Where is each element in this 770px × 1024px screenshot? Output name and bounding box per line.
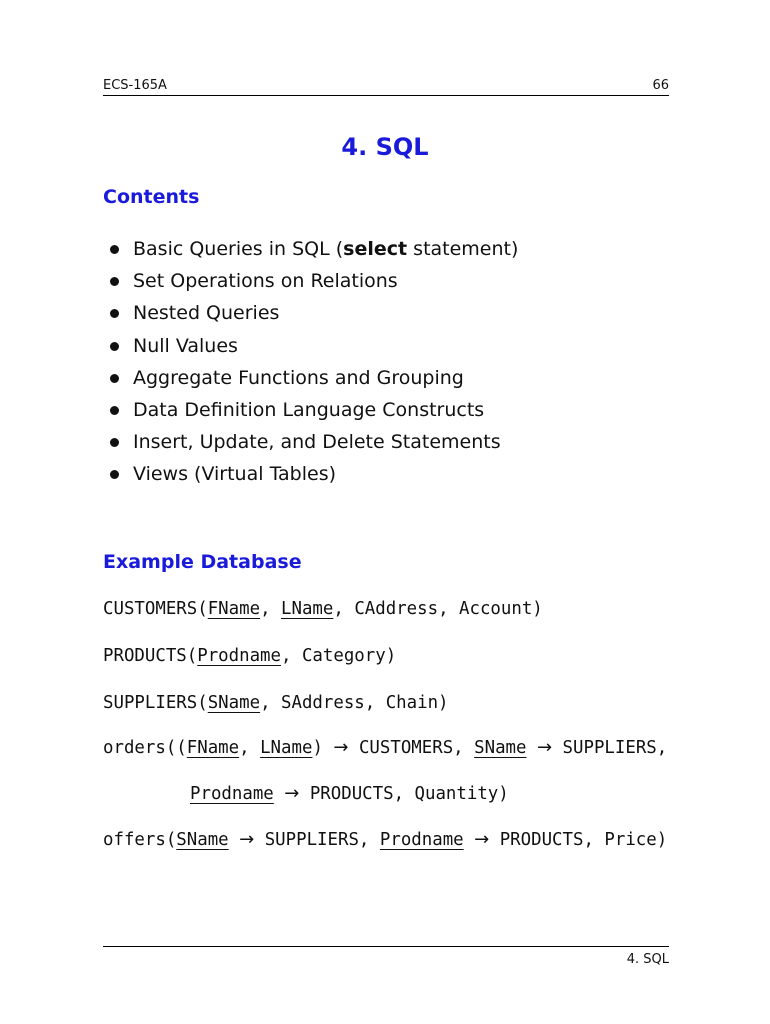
arrow-right-icon: → xyxy=(333,737,349,758)
arrow-right-icon: → xyxy=(536,737,553,758)
schema-orders: orders((FName, LName) → CUSTOMERS, SName → SUPPLIERS, xyxy=(103,737,668,758)
course-code: ECS-165A xyxy=(103,78,167,93)
bullet-icon xyxy=(110,342,119,351)
schema-products: PRODUCTS(Prodname, Category) xyxy=(103,646,397,666)
schema-suppliers: SUPPLIERS(SName, SAddress, Chain) xyxy=(103,693,449,713)
bullet-icon xyxy=(110,406,119,415)
list-item: Null Values xyxy=(108,332,518,364)
bullet-icon xyxy=(110,309,119,318)
footer-section-label: 4. SQL xyxy=(626,952,669,967)
list-item: Basic Queries in SQL (select statement) xyxy=(108,235,518,267)
header-rule xyxy=(103,95,669,96)
list-item: Aggregate Functions and Grouping xyxy=(108,364,518,396)
contents-heading: Contents xyxy=(103,186,200,208)
page-header xyxy=(103,78,669,96)
arrow-right-icon: → xyxy=(474,829,490,850)
bullet-icon xyxy=(110,470,119,479)
bullet-icon xyxy=(110,438,119,447)
bullet-icon xyxy=(110,245,119,254)
schema-orders-continued: Prodname → PRODUCTS, Quantity) xyxy=(190,783,509,804)
list-item: Set Operations on Relations xyxy=(108,267,518,299)
page-number: 66 xyxy=(652,78,669,93)
bullet-icon xyxy=(110,277,119,286)
list-item: Nested Queries xyxy=(108,299,518,331)
slide-title: 4. SQL xyxy=(341,133,429,161)
arrow-right-icon: → xyxy=(284,783,300,804)
contents-list xyxy=(108,235,518,493)
list-item: Insert, Update, and Delete Statements xyxy=(108,428,518,460)
footer-rule xyxy=(103,946,669,947)
schema-customers: CUSTOMERS(FName, LName, CAddress, Account) xyxy=(103,599,543,619)
list-item: Views (Virtual Tables) xyxy=(108,460,518,492)
example-database-heading: Example Database xyxy=(103,551,302,573)
bullet-icon xyxy=(110,374,119,383)
arrow-right-icon: → xyxy=(239,829,255,850)
schema-offers: offers(SName → SUPPLIERS, Prodname → PRODUCTS, Price) xyxy=(103,829,668,850)
list-item: Data Definition Language Constructs xyxy=(108,396,518,428)
